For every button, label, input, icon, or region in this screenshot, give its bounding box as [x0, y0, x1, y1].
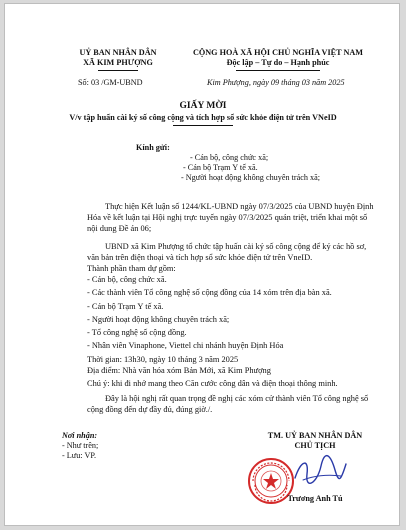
country-name: CỘNG HOÀ XÃ HỘI CHỦ NGHĨA VIỆT NAM [192, 48, 364, 57]
subject-underline [173, 125, 233, 126]
signer-name: Trương Anh Tú [287, 494, 343, 503]
document-number: Số: 03 /GM-UBND [78, 78, 143, 87]
distribution-label: Nơi nhận: [62, 431, 98, 440]
closing-line: Đây là hội nghị rất quan trọng đề nghị các xóm cử thành viên Tổ công nghệ số [105, 394, 369, 403]
participants-label: Thành phần tham dự gồm: [87, 264, 176, 273]
distribution-item: - Như trên; [62, 441, 99, 450]
distribution-item: - Lưu: VP. [62, 451, 97, 460]
place-date: Kim Phượng, ngày 09 tháng 03 năm 2025 [207, 78, 345, 87]
paragraph-line: Thực hiện Kết luận số 1244/KL-UBND ngày 07/3/2025 của UBND huyện Định [105, 202, 374, 211]
closing-line: cộng đồng đến dự đầy đủ, đúng giờ./. [87, 405, 213, 414]
recipient-item: - Cán bộ Trạm Y tế xã. [183, 163, 258, 172]
participant-item: - Người hoạt động không chuyên trách xã; [87, 315, 230, 324]
signature-icon [291, 450, 349, 490]
agency-underline [98, 70, 138, 71]
signer-organization: TM. UỶ BAN NHÂN DÂN [267, 431, 363, 440]
agency-parent: UỶ BAN NHÂN DÂN [79, 48, 157, 57]
recipient-item: - Cán bộ, công chức xã; [190, 153, 269, 162]
document-page [4, 3, 400, 526]
meeting-location: Địa điểm: Nhà văn hóa xóm Bản Mới, xã Kim Phượng [87, 366, 271, 375]
paragraph-line: nội dung Đề án 06; [87, 224, 152, 233]
participant-item: - Nhân viên Vinaphone, Viettel chi nhánh huyện Định Hóa [87, 341, 284, 350]
paragraph-line: UBND xã Kim Phượng tổ chức tập huấn cài ký số công cộng để ký các hồ sơ, [105, 242, 367, 251]
country-motto: Độc lập – Tự do – Hạnh phúc [226, 58, 330, 67]
signer-title: CHỦ TỊCH [294, 441, 336, 450]
participant-item: - Cán bộ, công chức xã. [87, 275, 167, 284]
recipients-label: Kính gửi: [136, 143, 170, 152]
agency-name: XÃ KIM PHƯỢNG [83, 58, 153, 67]
document-subject: V/v tập huấn cài ký số công cộng và tích hợp sổ sức khỏe điện tử trên VNeID [69, 113, 337, 122]
paragraph-line: văn bản trên điện thoại và tích hợp sổ sức khỏe điện tử trên VneID. [87, 253, 313, 262]
participant-item: - Tổ công nghệ số cộng đồng. [87, 328, 187, 337]
recipient-item: - Người hoạt động không chuyên trách xã; [181, 173, 321, 182]
meeting-time: Thời gian: 13h30, ngày 10 tháng 3 năm 2025 [87, 355, 239, 364]
document-title: GIẤY MỜI [179, 101, 227, 111]
participant-item: - Cán bộ Trạm Y tế xã. [87, 302, 164, 311]
paragraph-line: Hóa về kết luận tại Hội nghị trực tuyến ngày 07/3/2025 quán triệt, triển khai một số [87, 213, 368, 222]
participant-item: - Các thành viên Tổ công nghệ số cộng đồng của 14 xóm trên địa bàn xã. [87, 288, 332, 297]
motto-underline [236, 70, 320, 71]
meeting-note: Chú ý: khi đi nhớ mang theo Căn cước công dân và điện thoại thông minh. [87, 379, 338, 388]
